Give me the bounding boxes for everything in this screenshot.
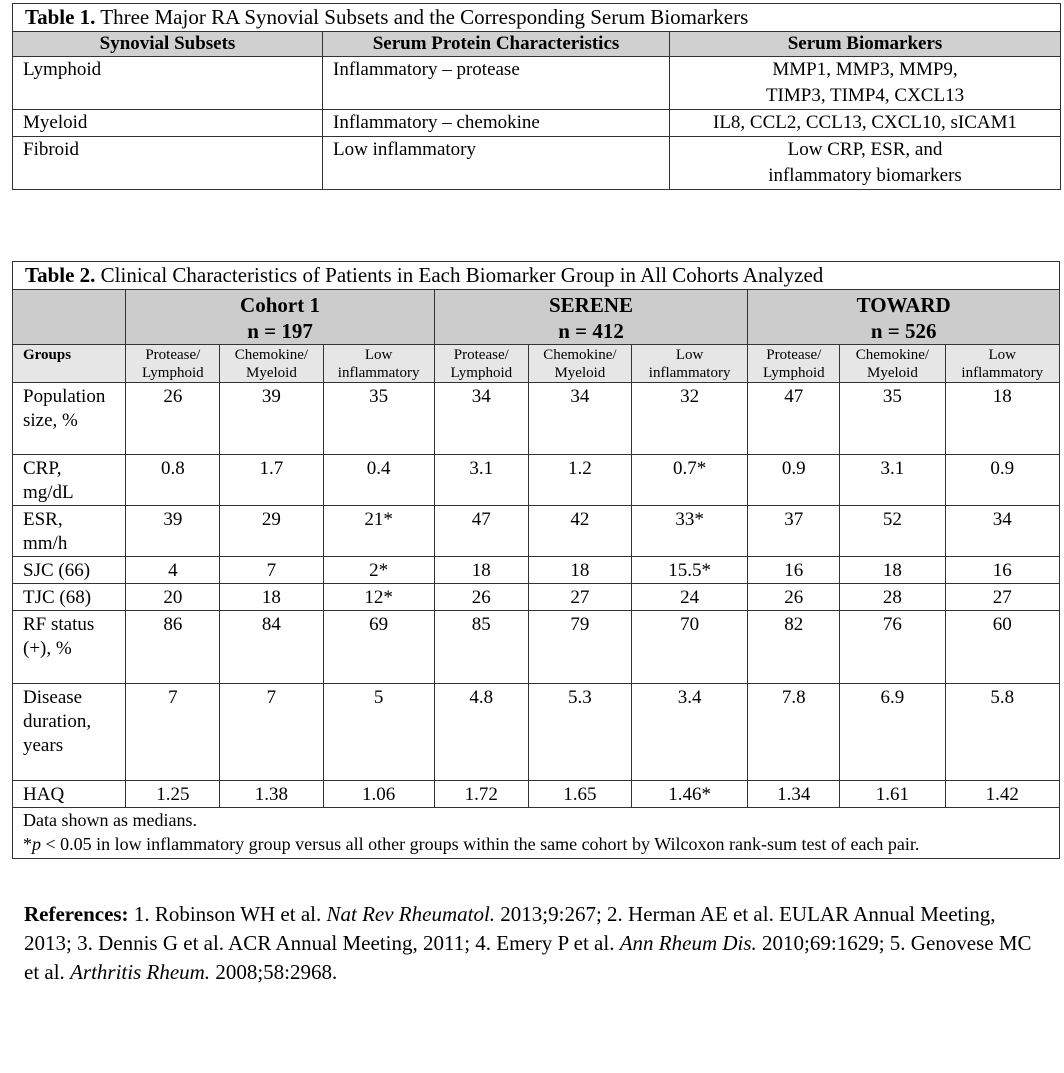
value-cell: 0.9 <box>748 455 840 506</box>
value-cell: 27 <box>945 584 1060 611</box>
group-header-line: Lymphoid <box>141 365 204 381</box>
value-cell: 12* <box>323 584 434 611</box>
value-cell: 1.65 <box>528 781 631 808</box>
value-cell: 47 <box>434 506 528 557</box>
value-cell: 1.7 <box>220 455 323 506</box>
cell-subset: Myeloid <box>13 110 323 137</box>
row-label-line: mg/dL <box>23 482 74 503</box>
biomarkers-line: TIMP3, TIMP4, CXCL13 <box>765 85 965 106</box>
value-cell: 18 <box>945 383 1060 455</box>
reference-journal: Ann Rheum Dis. <box>619 931 757 955</box>
row-label <box>13 584 126 611</box>
row-label <box>13 684 126 781</box>
group-header-line: Protease/ <box>453 347 509 363</box>
value-cell: 18 <box>840 557 945 584</box>
table-1-caption <box>13 4 1061 32</box>
footnote-significance <box>23 832 1049 856</box>
references <box>24 900 1044 987</box>
value-cell: 47 <box>748 383 840 455</box>
table-2-caption <box>13 262 1060 290</box>
cohort-n: n = 526 <box>870 319 937 343</box>
group-header-line: Chemokine/ <box>234 347 309 363</box>
cell-characteristics: Inflammatory – chemokine <box>323 110 670 137</box>
value-cell: 35 <box>840 383 945 455</box>
value-cell: 18 <box>220 584 323 611</box>
group-header-line: Myeloid <box>554 365 606 381</box>
row-label-line: duration, <box>23 711 92 732</box>
reference-text: 2010;69:1629; 5. Genovese MC et al. <box>24 931 1032 984</box>
value-cell: 37 <box>748 506 840 557</box>
reference-text: 2008;58:2968. <box>210 960 338 984</box>
value-cell: 0.7* <box>631 455 747 506</box>
table-1 <box>12 3 1061 190</box>
value-cell: 1.34 <box>748 781 840 808</box>
table-2-caption-text: Clinical Characteristics of Patients in Each Biomarker Group in All Cohorts Analyzed <box>95 263 824 287</box>
value-cell: 0.4 <box>323 455 434 506</box>
reference-journal: Nat Rev Rheumatol. <box>326 902 496 926</box>
row-label-line: TJC (68) <box>23 587 92 608</box>
group-header-line: Myeloid <box>866 365 918 381</box>
row-label-line: HAQ <box>23 784 65 805</box>
value-cell: 1.42 <box>945 781 1060 808</box>
table-1-caption-label: Table 1. <box>25 5 96 29</box>
value-cell: 0.8 <box>126 455 220 506</box>
biomarkers-line: inflammatory biomarkers <box>768 165 962 186</box>
cohort-header-toward <box>748 290 1060 345</box>
cell-characteristics: Low inflammatory <box>323 137 670 190</box>
footnote-medians: Data shown as medians. <box>23 810 197 830</box>
row-label-line: Disease <box>23 687 83 708</box>
value-cell: 15.5* <box>631 557 747 584</box>
row-label <box>13 455 126 506</box>
groups-header-row <box>13 345 1060 383</box>
group-header-line: Lymphoid <box>450 365 513 381</box>
cohort-header-cohort-1 <box>126 290 434 345</box>
table-row <box>13 110 1061 137</box>
group-header-line: Chemokine/ <box>855 347 930 363</box>
table-row <box>13 383 1060 455</box>
value-cell: 16 <box>945 557 1060 584</box>
value-cell: 7 <box>220 557 323 584</box>
value-cell: 5 <box>323 684 434 781</box>
row-label-line: mm/h <box>23 533 68 554</box>
group-header-low-inflammatory <box>945 345 1060 383</box>
value-cell: 3.1 <box>434 455 528 506</box>
value-cell: 70 <box>631 611 747 684</box>
value-cell: 0.9 <box>945 455 1060 506</box>
group-header-chemokine-myeloid <box>840 345 945 383</box>
value-cell: 21* <box>323 506 434 557</box>
group-header-line: inflammatory <box>648 365 731 381</box>
cell-biomarkers <box>670 137 1061 190</box>
biomarkers-line: MMP1, MMP3, MMP9, <box>772 59 958 80</box>
value-cell: 7 <box>220 684 323 781</box>
value-cell: 52 <box>840 506 945 557</box>
row-label-line: SJC (66) <box>23 560 91 581</box>
value-cell: 34 <box>945 506 1060 557</box>
table-2-footnotes <box>13 808 1060 859</box>
value-cell: 24 <box>631 584 747 611</box>
value-cell: 69 <box>323 611 434 684</box>
value-cell: 84 <box>220 611 323 684</box>
value-cell: 5.3 <box>528 684 631 781</box>
column-header-serum-protein-characteristics: Serum Protein Characteristics <box>323 32 670 57</box>
group-header-line: Low <box>364 347 393 363</box>
table-row <box>13 137 1061 190</box>
value-cell: 82 <box>748 611 840 684</box>
footnote-p: p <box>32 834 41 854</box>
value-cell: 39 <box>220 383 323 455</box>
cell-biomarkers <box>670 110 1061 137</box>
value-cell: 7 <box>126 684 220 781</box>
value-cell: 32 <box>631 383 747 455</box>
row-label-line: ESR, <box>23 509 63 530</box>
group-header-protease-lymphoid <box>434 345 528 383</box>
table-row <box>13 584 1060 611</box>
table-row <box>13 57 1061 110</box>
table-1-caption-text: Three Major RA Synovial Subsets and the Corresponding Serum Biomarkers <box>95 5 749 29</box>
value-cell: 33* <box>631 506 747 557</box>
value-cell: 2* <box>323 557 434 584</box>
cohort-name: Cohort 1 <box>240 293 320 317</box>
cell-characteristics: Inflammatory – protease <box>323 57 670 110</box>
value-cell: 3.4 <box>631 684 747 781</box>
row-label-line: years <box>23 735 64 756</box>
cohort-name: TOWARD <box>856 293 951 317</box>
group-header-line: inflammatory <box>961 365 1044 381</box>
table-row <box>13 506 1060 557</box>
cohort-name: SERENE <box>549 293 634 317</box>
group-header-line: Protease/ <box>145 347 201 363</box>
row-label <box>13 506 126 557</box>
table-2 <box>12 261 1060 859</box>
cell-subset: Fibroid <box>13 137 323 190</box>
value-cell: 26 <box>434 584 528 611</box>
value-cell: 1.25 <box>126 781 220 808</box>
value-cell: 1.46* <box>631 781 747 808</box>
group-header-low-inflammatory <box>323 345 434 383</box>
group-header-low-inflammatory <box>631 345 747 383</box>
reference-text: 2013;9:267; 2. Herman AE et al. EULAR Annual Meeting, 2013; 3. Dennis G et al. ACR Annual Meeting, 2011; 4. Emery P et al. <box>24 902 996 955</box>
group-header-protease-lymphoid <box>126 345 220 383</box>
group-header-chemokine-myeloid <box>528 345 631 383</box>
value-cell: 29 <box>220 506 323 557</box>
value-cell: 27 <box>528 584 631 611</box>
cell-biomarkers <box>670 57 1061 110</box>
value-cell: 1.72 <box>434 781 528 808</box>
group-header-line: Protease/ <box>766 347 822 363</box>
cohort-header-serene <box>434 290 748 345</box>
column-header-synovial-subsets: Synovial Subsets <box>13 32 323 57</box>
value-cell: 4.8 <box>434 684 528 781</box>
reference-journal: Arthritis Rheum. <box>70 960 211 984</box>
value-cell: 39 <box>126 506 220 557</box>
value-cell: 4 <box>126 557 220 584</box>
value-cell: 35 <box>323 383 434 455</box>
group-header-protease-lymphoid <box>748 345 840 383</box>
group-header-line: Low <box>675 347 704 363</box>
table-row <box>13 455 1060 506</box>
table-row <box>13 611 1060 684</box>
row-label <box>13 383 126 455</box>
value-cell: 1.2 <box>528 455 631 506</box>
value-cell: 79 <box>528 611 631 684</box>
row-label <box>13 611 126 684</box>
group-header-chemokine-myeloid <box>220 345 323 383</box>
table-row <box>13 684 1060 781</box>
table-2-caption-label: Table 2. <box>25 263 96 287</box>
value-cell: 1.06 <box>323 781 434 808</box>
value-cell: 7.8 <box>748 684 840 781</box>
table-row <box>13 557 1060 584</box>
value-cell: 85 <box>434 611 528 684</box>
value-cell: 6.9 <box>840 684 945 781</box>
value-cell: 5.8 <box>945 684 1060 781</box>
row-label-line: size, % <box>23 410 78 431</box>
row-label-line: CRP, <box>23 458 62 479</box>
value-cell: 3.1 <box>840 455 945 506</box>
group-header-line: inflammatory <box>337 365 420 381</box>
value-cell: 20 <box>126 584 220 611</box>
value-cell: 86 <box>126 611 220 684</box>
row-label <box>13 557 126 584</box>
row-label-line: RF status <box>23 614 95 635</box>
group-header-line: Chemokine/ <box>543 347 617 363</box>
value-cell: 60 <box>945 611 1060 684</box>
value-cell: 76 <box>840 611 945 684</box>
cohort-header-row <box>13 290 1060 345</box>
value-cell: 42 <box>528 506 631 557</box>
cohort-n: n = 412 <box>558 319 624 343</box>
value-cell: 1.38 <box>220 781 323 808</box>
groups-label: Groups <box>13 345 126 383</box>
biomarkers-line: IL8, CCL2, CCL13, CXCL10, sICAM1 <box>713 112 1018 133</box>
references-label: References: <box>24 902 129 926</box>
table-1-header-row <box>13 32 1061 57</box>
table-row <box>13 781 1060 808</box>
value-cell: 28 <box>840 584 945 611</box>
cohort-n: n = 197 <box>247 319 313 343</box>
group-header-line: Lymphoid <box>762 365 825 381</box>
reference-text: 1. Robinson WH et al. <box>128 902 327 926</box>
row-label-line: Population <box>23 386 106 407</box>
cell-subset: Lymphoid <box>13 57 323 110</box>
value-cell: 34 <box>434 383 528 455</box>
value-cell: 16 <box>748 557 840 584</box>
value-cell: 34 <box>528 383 631 455</box>
group-header-line: Myeloid <box>246 365 297 381</box>
row-label <box>13 781 126 808</box>
value-cell: 1.61 <box>840 781 945 808</box>
column-header-serum-biomarkers: Serum Biomarkers <box>670 32 1061 57</box>
value-cell: 26 <box>748 584 840 611</box>
footnote-star: * <box>23 834 32 854</box>
footnote-text: < 0.05 in low inflammatory group versus all other groups within the same cohort by Wilcoxon rank-sum test of each pair. <box>41 834 920 854</box>
value-cell: 26 <box>126 383 220 455</box>
group-header-line: Low <box>988 347 1016 363</box>
blank-corner-cell <box>13 290 126 345</box>
row-label-line: (+), % <box>23 638 72 659</box>
biomarkers-line: Low CRP, ESR, and <box>787 139 943 160</box>
value-cell: 18 <box>528 557 631 584</box>
value-cell: 18 <box>434 557 528 584</box>
